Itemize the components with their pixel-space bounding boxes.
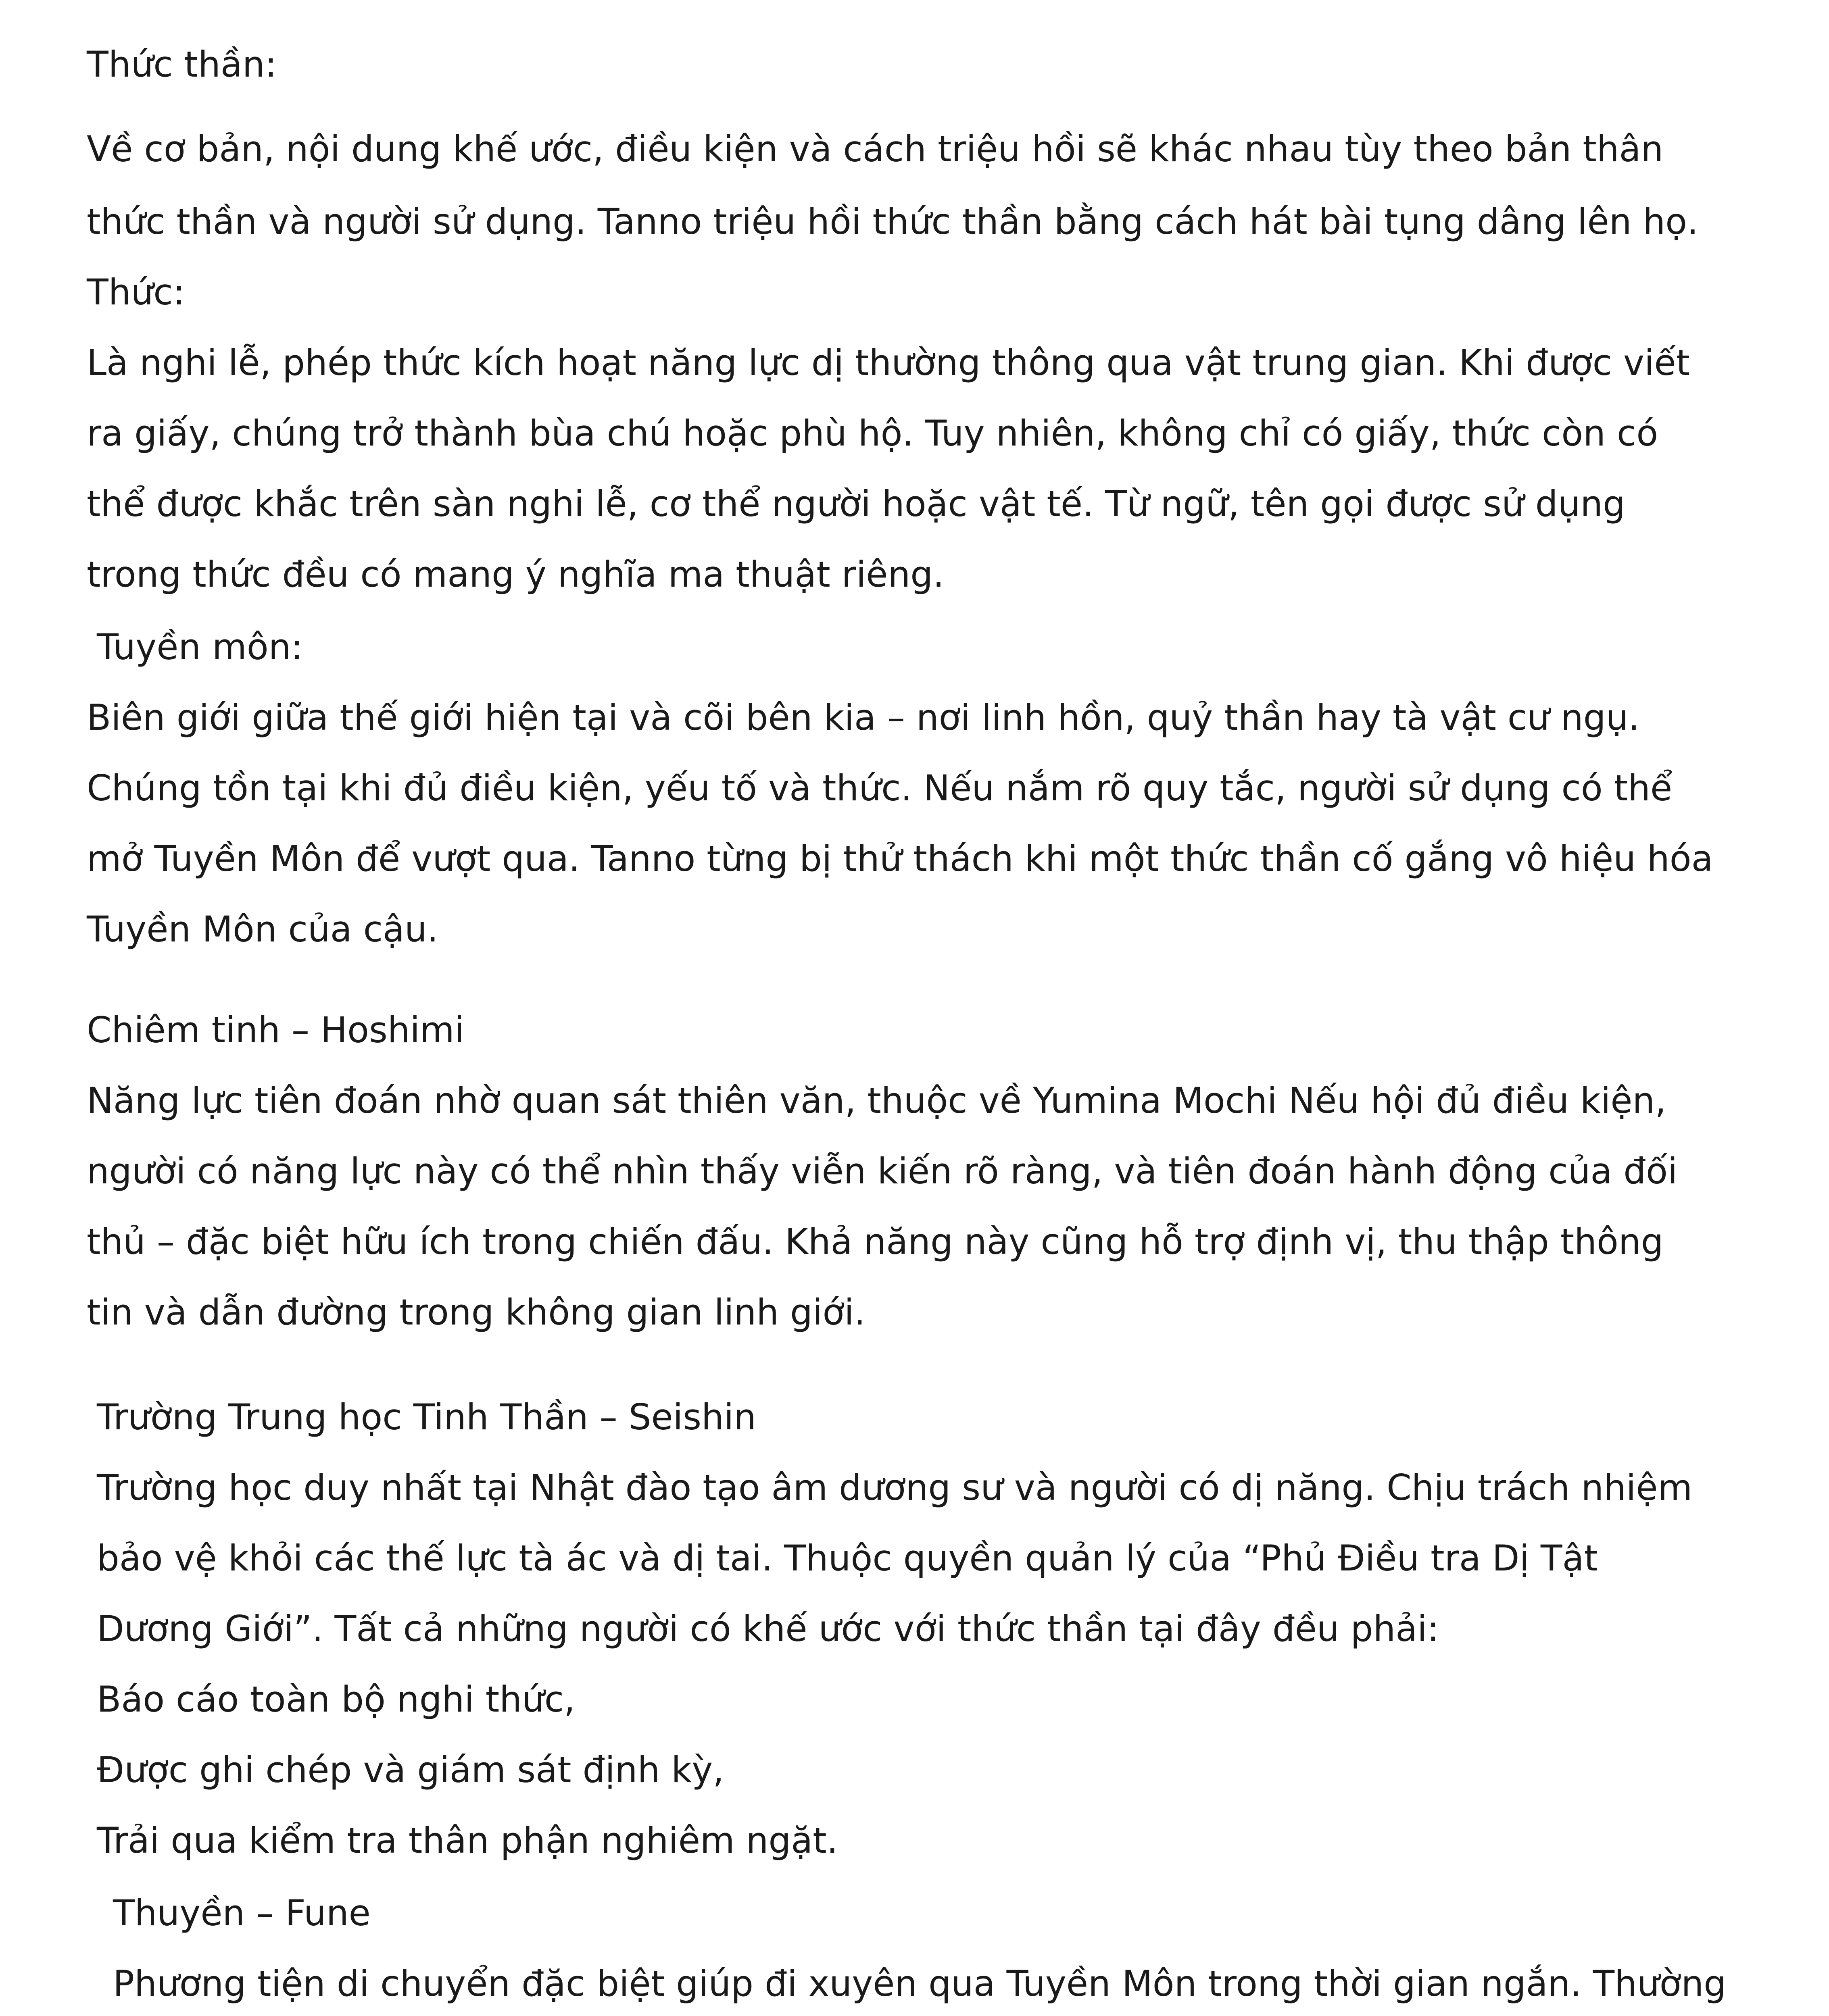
entry-heading: Thức: — [87, 271, 185, 313]
entry-body-line: người có năng lực này có thể nhìn thấy viễn kiến rõ ràng, và tiên đoán hành động của đối — [87, 1150, 1678, 1192]
entry-heading: Tuyền môn: — [97, 626, 303, 668]
entry-body-line: Năng lực tiên đoán nhờ quan sát thiên văn, thuộc về Yumina Mochi Nếu hội đủ điều kiện, — [87, 1080, 1666, 1121]
entry-body-line: Trải qua kiểm tra thân phận nghiêm ngặt. — [97, 1820, 838, 1861]
entry-heading: Thuyền – Fune — [113, 1892, 371, 1934]
entry-body-line: tin và dẫn đường trong không gian linh giới. — [87, 1291, 865, 1333]
entry-heading: Trường Trung học Tinh Thần – Seishin — [97, 1396, 757, 1438]
entry-heading: Chiêm tinh – Hoshimi — [87, 1009, 465, 1051]
entry-body-line: thể được khắc trên sàn nghi lễ, cơ thể người hoặc vật tế. Từ ngữ, tên gọi được sử dụng — [87, 483, 1626, 525]
entry-body-line: thức thần và người sử dụng. Tanno triệu hồi thức thần bằng cách hát bài tụng dâng lên họ. — [87, 201, 1699, 242]
entry-body-line: Biên giới giữa thế giới hiện tại và cõi bên kia – nơi linh hồn, quỷ thần hay tà vật cư ngụ. — [87, 697, 1640, 738]
entry-body-line: Tuyền Môn của cậu. — [87, 908, 438, 950]
entry-body-line: Được ghi chép và giám sát định kỳ, — [97, 1749, 724, 1791]
entry-heading: Thức thần: — [87, 44, 277, 85]
entry-body-line: mở Tuyền Môn để vượt qua. Tanno từng bị thử thách khi một thức thần cố gắng vô hiệu hóa — [87, 838, 1713, 879]
entry-body-line: Về cơ bản, nội dung khế ước, điều kiện và cách triệu hồi sẽ khác nhau tùy theo bản thân — [87, 128, 1664, 170]
entry-body-line: Phương tiện di chuyển đặc biệt giúp đi xuyên qua Tuyền Môn trong thời gian ngắn. Thường — [113, 1963, 1727, 2004]
entry-body-line: ra giấy, chúng trở thành bùa chú hoặc phù hộ. Tuy nhiên, không chỉ có giấy, thức còn có — [87, 412, 1658, 454]
entry-body-line: Chúng tồn tại khi đủ điều kiện, yếu tố và thức. Nếu nắm rõ quy tắc, người sử dụng có thể — [87, 767, 1673, 809]
entry-body-line: Trường học duy nhất tại Nhật đào tạo âm dương sư và người có dị năng. Chịu trách nhiệm — [97, 1467, 1693, 1508]
entry-body-line: Là nghi lễ, phép thức kích hoạt năng lực dị thường thông qua vật trung gian. Khi được viết — [87, 342, 1690, 383]
entry-body-line: Báo cáo toàn bộ nghi thức, — [97, 1679, 576, 1720]
entry-body-line: Dương Giới”. Tất cả những người có khế ước với thức thần tại đây đều phải: — [97, 1608, 1439, 1649]
entry-body-line: bảo vệ khỏi các thế lực tà ác và dị tai. Thuộc quyền quản lý của “Phủ Điều tra Dị Tật — [97, 1537, 1598, 1579]
entry-body-line: trong thức đều có mang ý nghĩa ma thuật riêng. — [87, 554, 945, 595]
entry-body-line: thủ – đặc biệt hữu ích trong chiến đấu. Khả năng này cũng hỗ trợ định vị, thu thập thông — [87, 1221, 1664, 1262]
